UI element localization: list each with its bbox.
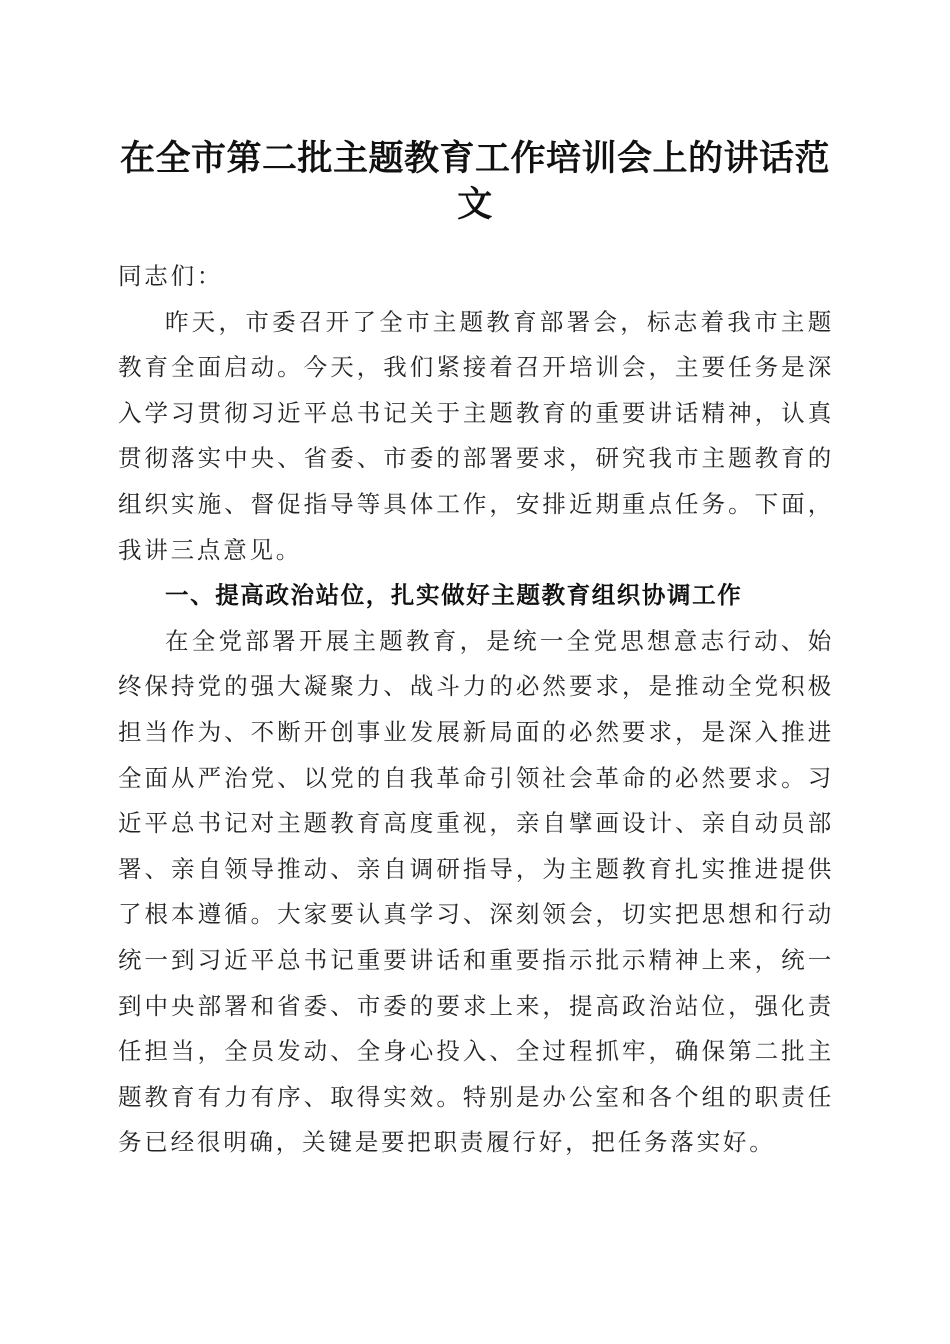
intro-paragraph: 昨天，市委召开了全市主题教育部署会，标志着我市主题教育全面启动。今天，我们紧接着召开培训会，主要任务是深入学习贯彻习近平总书记关于主题教育的重要讲话精神，认真贯彻落实中央、省委、市委的部署要求，研究我市主题教育的组织实施、督促指导等具体工作，安排近期重点任务。下面，我讲三点意见。 bbox=[118, 307, 834, 564]
section-1-paragraph: 在全党部署开展主题教育，是统一全党思想意志行动、始终保持党的强大凝聚力、战斗力的必然要求，是推动全党积极担当作为、不断开创事业发展新局面的必然要求，是深入推进全面从严治党、以党的自我革命引领社会革命的必然要求。习近平总书记对主题教育高度重视，亲自擘画设计、亲自动员部署、亲自领导推动、亲自调研指导，为主题教育扎实推进提供了根本遵循。大家要认真学习、深刻领会，切实把思想和行动统一到习近平总书记重要讲话和重要指示批示精神上来，统一到中央部署和省委、市委的要求上来，提高政治站位，强化责任担当，全员发动、全身心投入、全过程抓牢，确保第二批主题教育有力有序、取得实效。特别是办公室和各个组的职责任务已经很明确，关键是要把职责履行好，把任务落实好。 bbox=[118, 626, 834, 1157]
document-title: 在全市第二批主题教育工作培训会上的讲话范文 bbox=[119, 138, 830, 225]
section-heading-1: 一、提高政治站位，扎实做好主题教育组织协调工作 bbox=[165, 581, 743, 610]
document-body bbox=[118, 254, 834, 1166]
salutation: 同志们： bbox=[118, 262, 224, 290]
